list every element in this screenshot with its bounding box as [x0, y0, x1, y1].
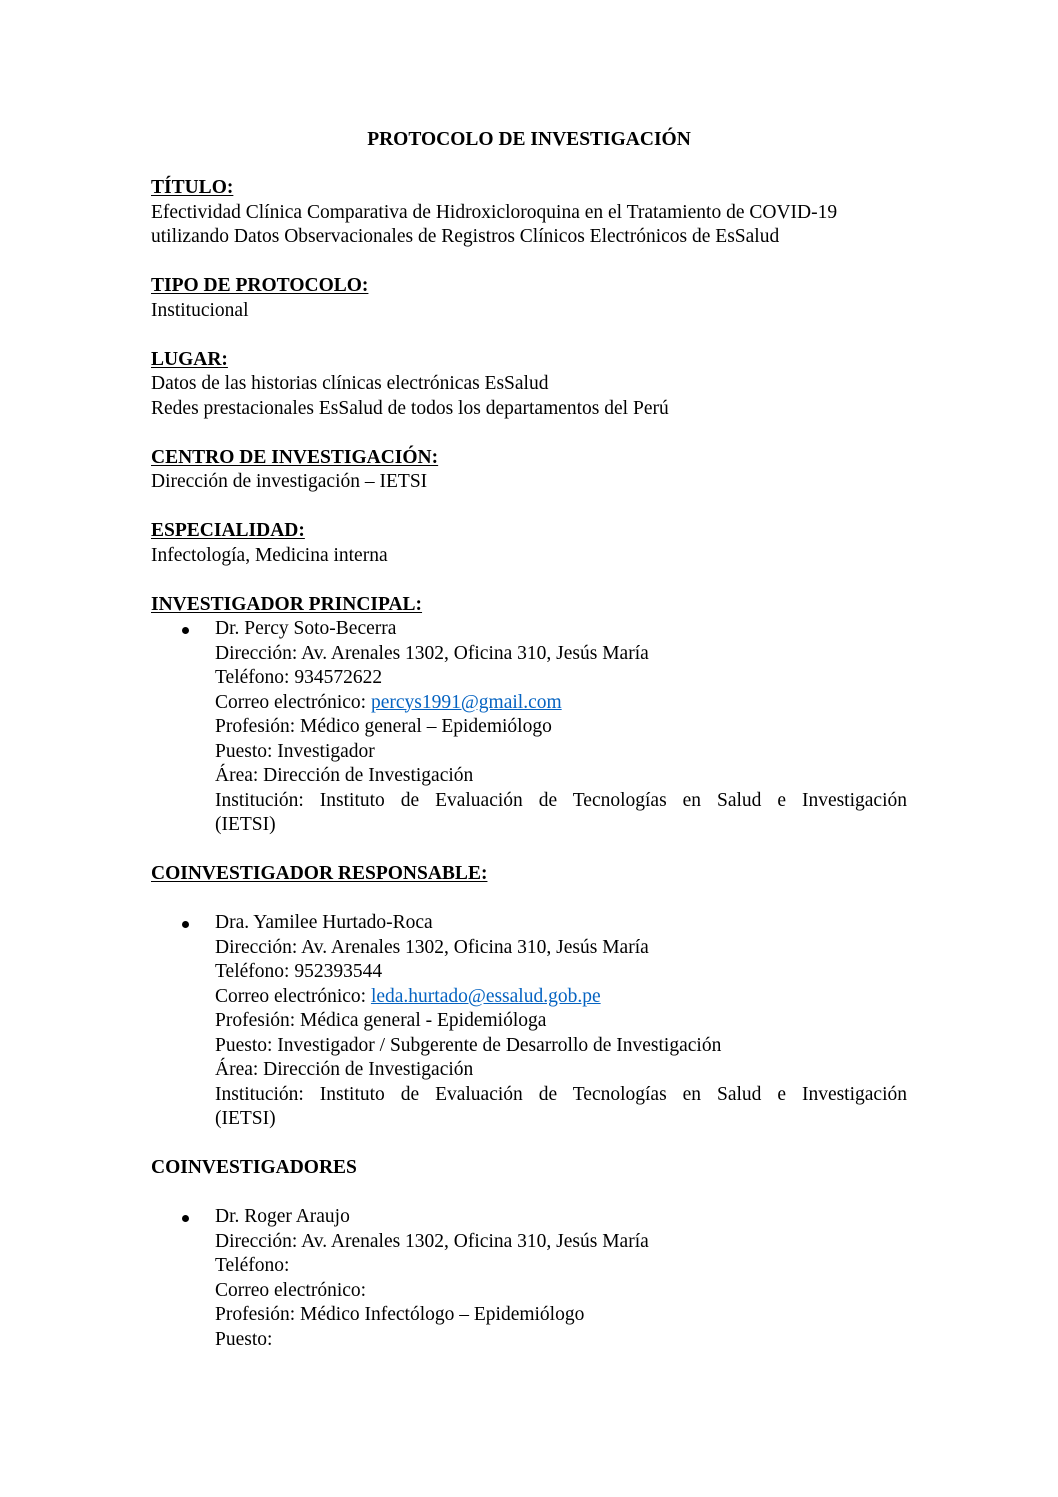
- coinvestigador-direccion: Dirección: Av. Arenales 1302, Oficina 310, Jesús María: [215, 1230, 649, 1252]
- coinvestigador-name: Dr. Roger Araujo: [215, 1206, 350, 1227]
- principal-institucion-line-1: Institución: Instituto de Evaluación de Tecnologías en Salud e Investigación: [215, 789, 907, 811]
- centro-value: Dirección de investigación – IETSI: [151, 471, 428, 492]
- especialidad-value: Infectología, Medicina interna: [151, 544, 388, 566]
- lugar-line-2: Redes prestacionales EsSalud de todos los departamentos del Perú: [151, 397, 669, 419]
- principal-puesto: Puesto: Investigador: [215, 740, 375, 762]
- principal-correo-label: Correo electrónico:: [215, 691, 371, 713]
- document-title: PROTOCOLO DE INVESTIGACIÓN: [367, 129, 691, 150]
- principal-institucion-line-2: (IETSI): [215, 814, 276, 835]
- tipo-value: Institucional: [151, 299, 249, 321]
- principal-area: Área: Dirección de Investigación: [215, 765, 474, 786]
- responsable-telefono: Teléfono: 952393544: [215, 961, 383, 982]
- principal-entry: [151, 617, 907, 838]
- tipo-heading: TIPO DE PROTOCOLO:: [151, 275, 369, 296]
- responsable-entry: [151, 911, 907, 1132]
- centro-heading: CENTRO DE INVESTIGACIÓN:: [151, 446, 439, 468]
- coinvestigador-profesion: Profesión: Médico Infectólogo – Epidemiólogo: [215, 1304, 585, 1325]
- lugar-line-1: Datos de las historias clínicas electrónicas EsSalud: [151, 373, 549, 394]
- principal-heading: INVESTIGADOR PRINCIPAL:: [151, 593, 423, 615]
- principal-telefono: Teléfono: 934572622: [215, 667, 383, 688]
- responsable-institucion-line-1: Institución: Instituto de Evaluación de Tecnologías en Salud e Investigación: [215, 1083, 907, 1105]
- responsable-correo-label: Correo electrónico:: [215, 985, 371, 1007]
- coinvestigador-entry: [151, 1205, 907, 1352]
- titulo-heading: TÍTULO:: [151, 177, 234, 198]
- bullet-icon: [182, 921, 189, 928]
- principal-correo-line: [215, 691, 907, 716]
- responsable-profesion: Profesión: Médica general - Epidemióloga: [215, 1010, 547, 1031]
- responsable-correo-line: [215, 985, 907, 1010]
- coinvestigadores-heading: COINVESTIGADORES: [151, 1157, 357, 1178]
- especialidad-heading: ESPECIALIDAD:: [151, 520, 305, 541]
- bullet-icon: [182, 1215, 189, 1222]
- titulo-line-1: Efectividad Clínica Comparativa de Hidroxicloroquina en el Tratamiento de COVID-19: [151, 201, 838, 223]
- responsable-name: Dra. Yamilee Hurtado-Roca: [215, 912, 433, 933]
- principal-email-link[interactable]: percys1991@gmail.com: [370, 691, 562, 713]
- document-body: [151, 176, 907, 1352]
- responsable-direccion: Dirección: Av. Arenales 1302, Oficina 310, Jesús María: [215, 936, 649, 958]
- responsable-email-link[interactable]: leda.hurtado@essalud.gob.pe: [370, 985, 601, 1007]
- principal-profesion: Profesión: Médico general – Epidemiólogo: [215, 716, 552, 737]
- responsable-puesto: Puesto: Investigador / Subgerente de Desarrollo de Investigación: [215, 1034, 722, 1056]
- bullet-icon: [182, 627, 189, 634]
- titulo-line-2: utilizando Datos Observacionales de Registros Clínicos Electrónicos de EsSalud: [151, 226, 780, 247]
- responsable-heading: COINVESTIGADOR RESPONSABLE:: [151, 863, 488, 884]
- lugar-heading: LUGAR:: [151, 348, 228, 370]
- coinvestigador-puesto: Puesto:: [215, 1328, 273, 1350]
- coinvestigador-telefono: Teléfono:: [215, 1255, 290, 1276]
- principal-direccion: Dirección: Av. Arenales 1302, Oficina 310, Jesús María: [215, 642, 649, 664]
- principal-name: Dr. Percy Soto-Becerra: [215, 618, 397, 639]
- responsable-institucion-line-2: (IETSI): [215, 1108, 276, 1129]
- responsable-area: Área: Dirección de Investigación: [215, 1059, 474, 1080]
- coinvestigador-correo: Correo electrónico:: [215, 1279, 367, 1301]
